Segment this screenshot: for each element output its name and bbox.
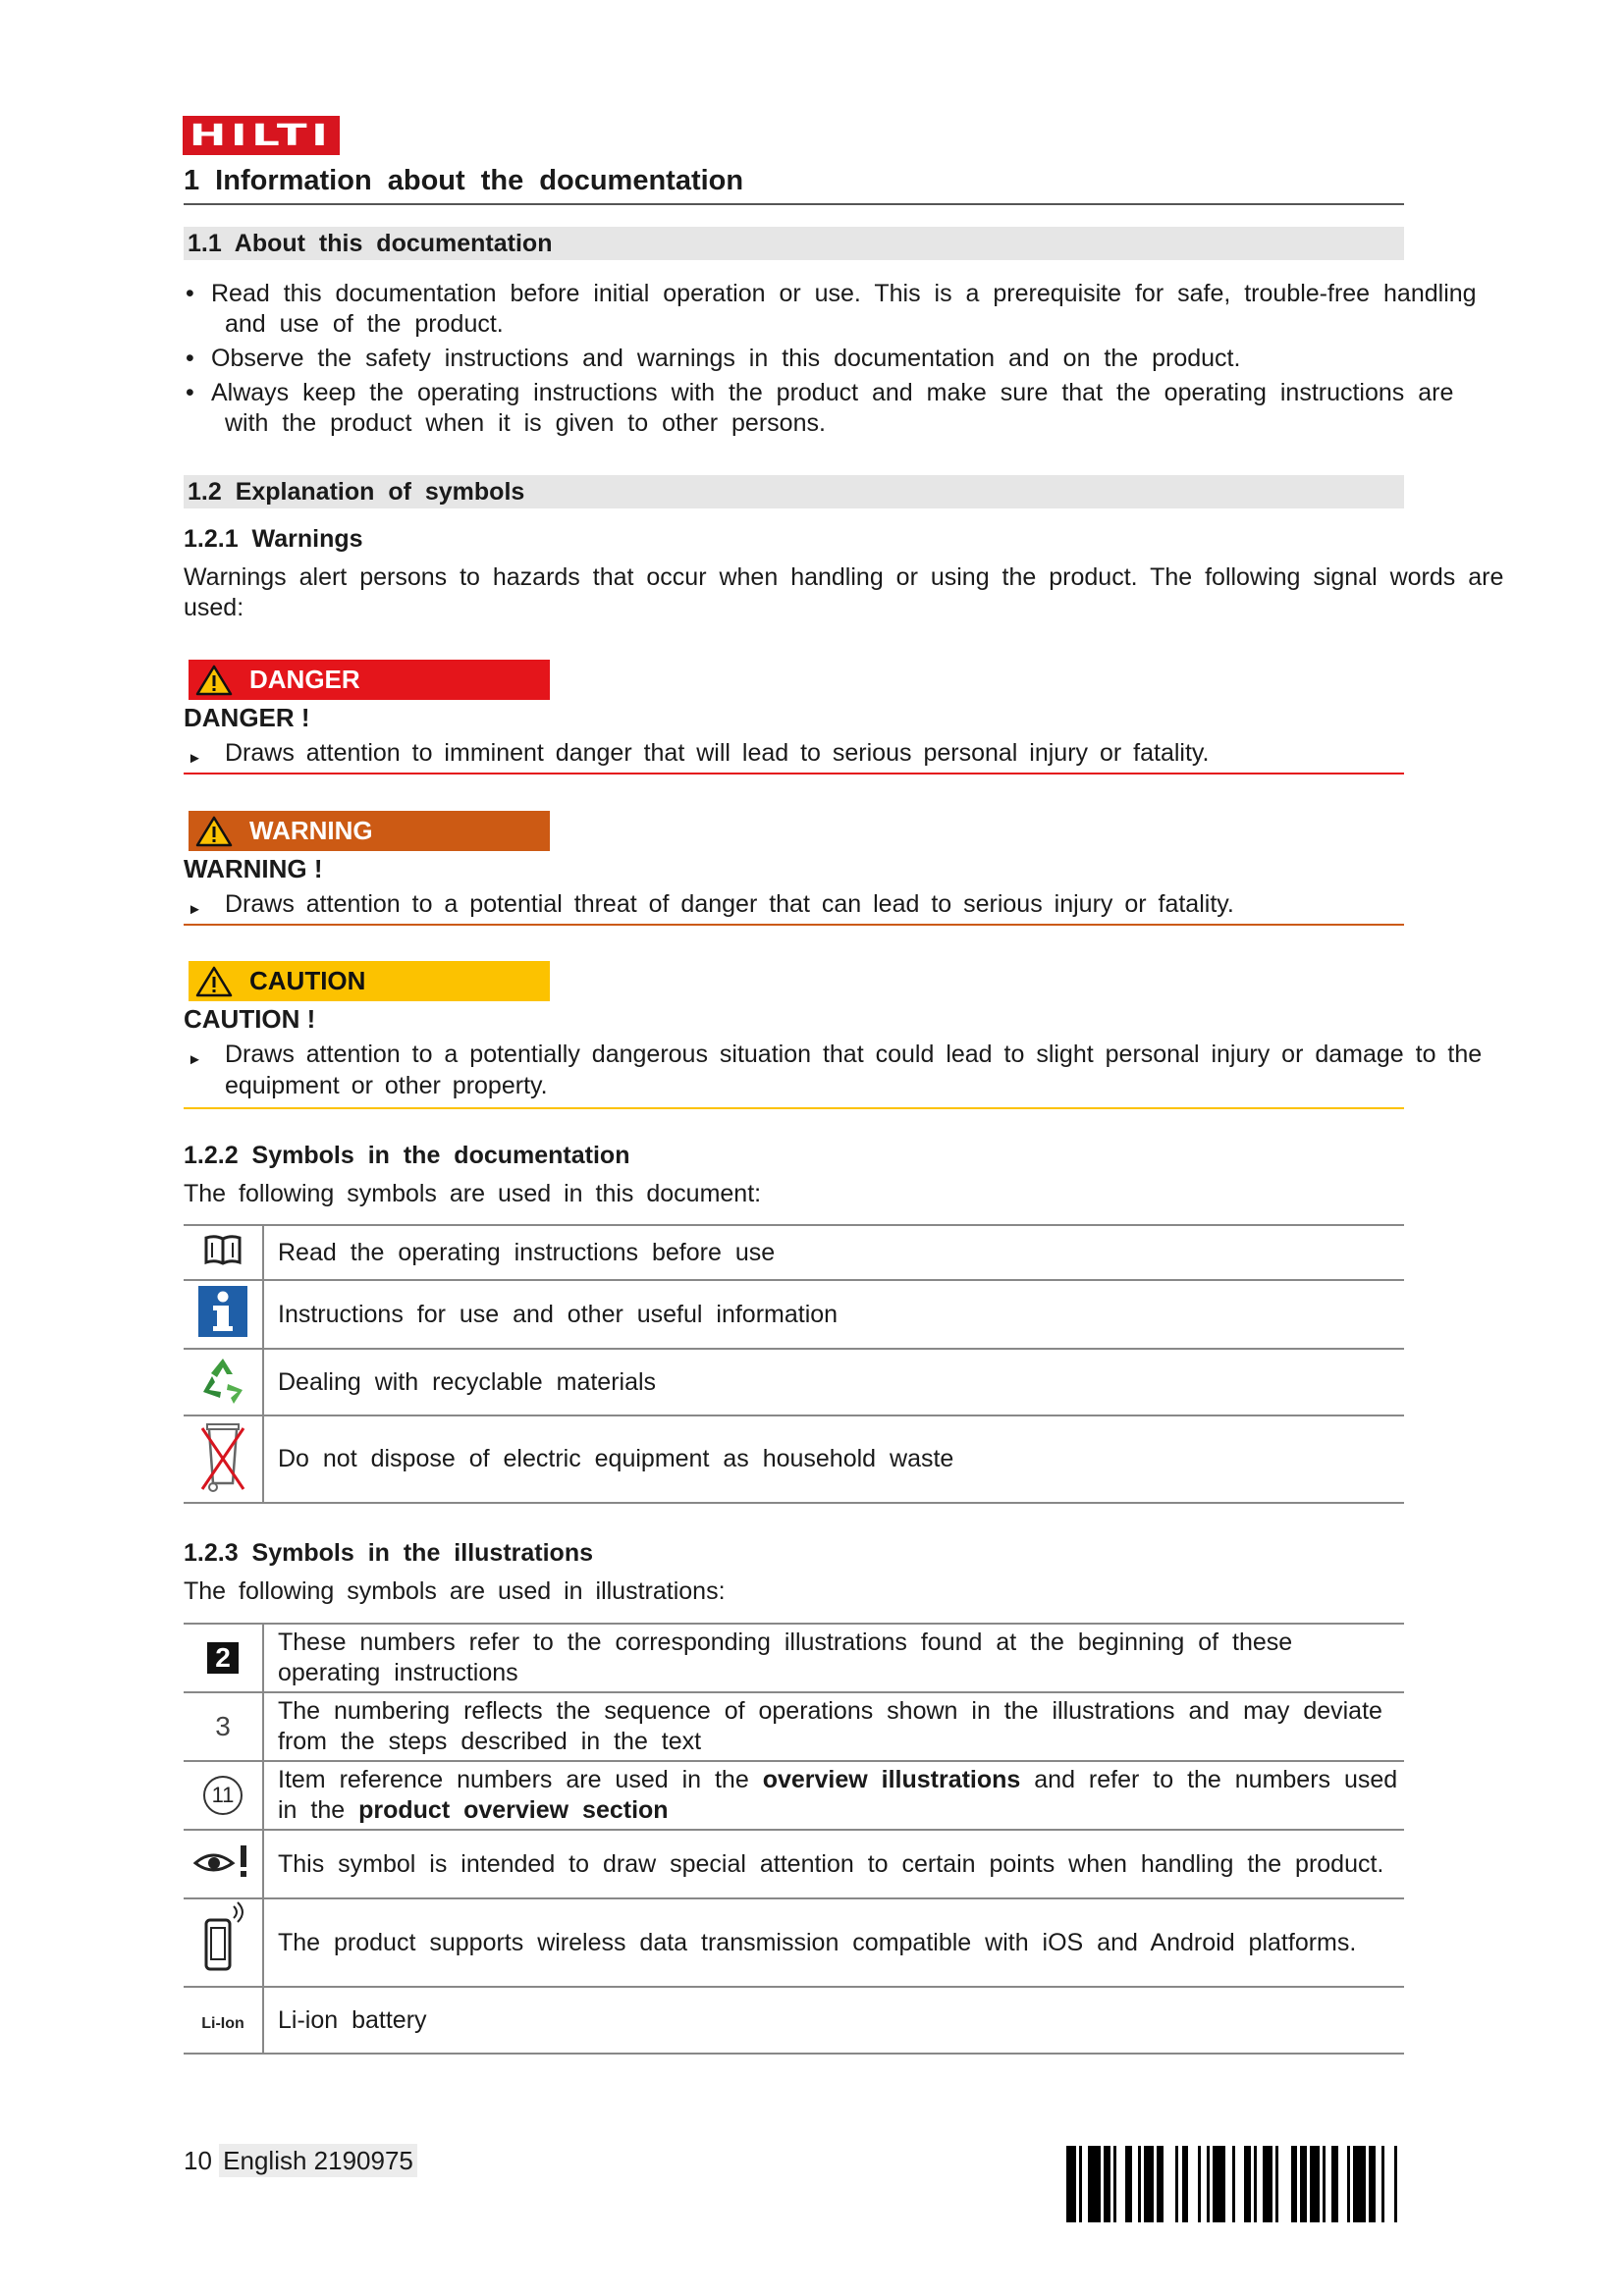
table-cell: Instructions for use and other useful information — [263, 1280, 1404, 1349]
section-1-1-heading: 1.1 About this documentation — [184, 227, 1404, 260]
footer-language: English — [223, 2146, 307, 2175]
illustration-number-icon: 2 — [184, 1624, 263, 1692]
recycle-icon — [184, 1349, 263, 1415]
item-reference-icon: 11 — [184, 1761, 263, 1830]
barcode — [1066, 2146, 1404, 2222]
sequence-number-icon: 3 — [184, 1692, 263, 1761]
footer-doc-number: 2190975 — [313, 2146, 413, 2175]
table-cell: These numbers refer to the corresponding illustrations found at the beginning of these operating instructions — [263, 1624, 1404, 1692]
section-1-2-heading: 1.2 Explanation of symbols — [184, 475, 1404, 508]
list-item: • Observe the safety instructions and warnings in this documentation and on the product. — [186, 345, 1241, 372]
about-bullet-list — [184, 279, 1489, 443]
warning-label: WARNING ! — [184, 854, 323, 883]
page-number: 10 — [184, 2146, 212, 2175]
table-cell: Li-ion battery — [263, 1987, 1404, 2054]
list-item: • Always keep the operating instructions with the product and make sure that the operating instructions are with the product when it is given to other persons. — [186, 379, 1454, 437]
table-row — [184, 1415, 1404, 1503]
warnings-intro: Warnings alert persons to hazards that occur when handling or using the product. The following signal words are used: — [184, 563, 1504, 621]
caution-label: CAUTION ! — [184, 1004, 316, 1034]
caution-divider — [184, 1107, 1404, 1109]
table-row — [184, 1280, 1404, 1349]
table-cell: Do not dispose of electric equipment as household waste — [263, 1415, 1404, 1503]
illustration-symbols-table — [184, 1623, 1404, 2055]
table-cell: Item reference numbers are used in the overview illustrations and refer to the numbers used in the product overview section — [263, 1761, 1404, 1830]
table-cell: Read the operating instructions before use — [263, 1225, 1404, 1280]
eye-attention-icon — [184, 1830, 263, 1898]
info-icon — [184, 1280, 263, 1349]
table-row — [184, 1692, 1404, 1761]
table-row — [184, 1761, 1404, 1830]
caution-badge: CAUTION — [189, 961, 550, 1001]
table-cell: The numbering reflects the sequence of operations shown in the illustrations and may deviate from the steps described in the text — [263, 1692, 1404, 1761]
page-footer — [184, 2146, 417, 2176]
table-cell: Dealing with recyclable materials — [263, 1349, 1404, 1415]
table-row — [184, 1830, 1404, 1898]
doc-symbols-intro: The following symbols are used in this document: — [184, 1180, 762, 1207]
section-1-2-2-heading: 1.2.2 Symbols in the documentation — [184, 1142, 630, 1169]
doc-symbols-table — [184, 1224, 1404, 1504]
illustration-symbols-intro: The following symbols are used in illustrations: — [184, 1577, 726, 1605]
section-1-2-3-heading: 1.2.3 Symbols in the illustrations — [184, 1539, 593, 1567]
danger-badge: DANGER — [189, 660, 550, 700]
list-item: • Read this documentation before initial operation or use. This is a prerequisite for safe, trouble-free handling and use of the product. — [186, 280, 1477, 338]
table-cell: The product supports wireless data transmission compatible with iOS and Android platforms. — [263, 1898, 1404, 1987]
table-row — [184, 1225, 1404, 1280]
table-cell: This symbol is intended to draw special attention to certain points when handling the product. — [263, 1830, 1404, 1898]
warning-triangle-icon — [194, 664, 234, 697]
hilti-logo: HILTI — [183, 116, 340, 155]
warning-triangle-icon — [194, 965, 234, 998]
danger-label: DANGER ! — [184, 703, 310, 732]
arrow-bullet-icon: ► — [188, 901, 202, 918]
crossed-bin-icon — [184, 1415, 263, 1503]
arrow-bullet-icon: ► — [188, 1051, 202, 1068]
table-row — [184, 1898, 1404, 1987]
warning-triangle-icon — [194, 815, 234, 848]
table-row — [184, 1624, 1404, 1692]
book-icon — [184, 1225, 263, 1280]
table-row — [184, 1349, 1404, 1415]
wireless-phone-icon — [184, 1898, 263, 1987]
section-1-heading: 1 Information about the documentation — [184, 165, 1404, 205]
danger-description: ► Draws attention to imminent danger that will lead to serious personal injury or fatality. — [184, 737, 1404, 774]
caution-description: ► Draws attention to a potentially dangerous situation that could lead to slight personal injury or damage to the equipment or other property. — [188, 1041, 1483, 1099]
warning-description: ► Draws attention to a potential threat of danger that can lead to serious injury or fatality. — [184, 888, 1404, 926]
warning-badge: WARNING — [189, 811, 550, 851]
li-ion-icon: Li-Ion — [184, 1987, 263, 2054]
arrow-bullet-icon: ► — [188, 750, 202, 767]
section-1-2-1-heading: 1.2.1 Warnings — [184, 525, 363, 553]
table-row — [184, 1987, 1404, 2054]
